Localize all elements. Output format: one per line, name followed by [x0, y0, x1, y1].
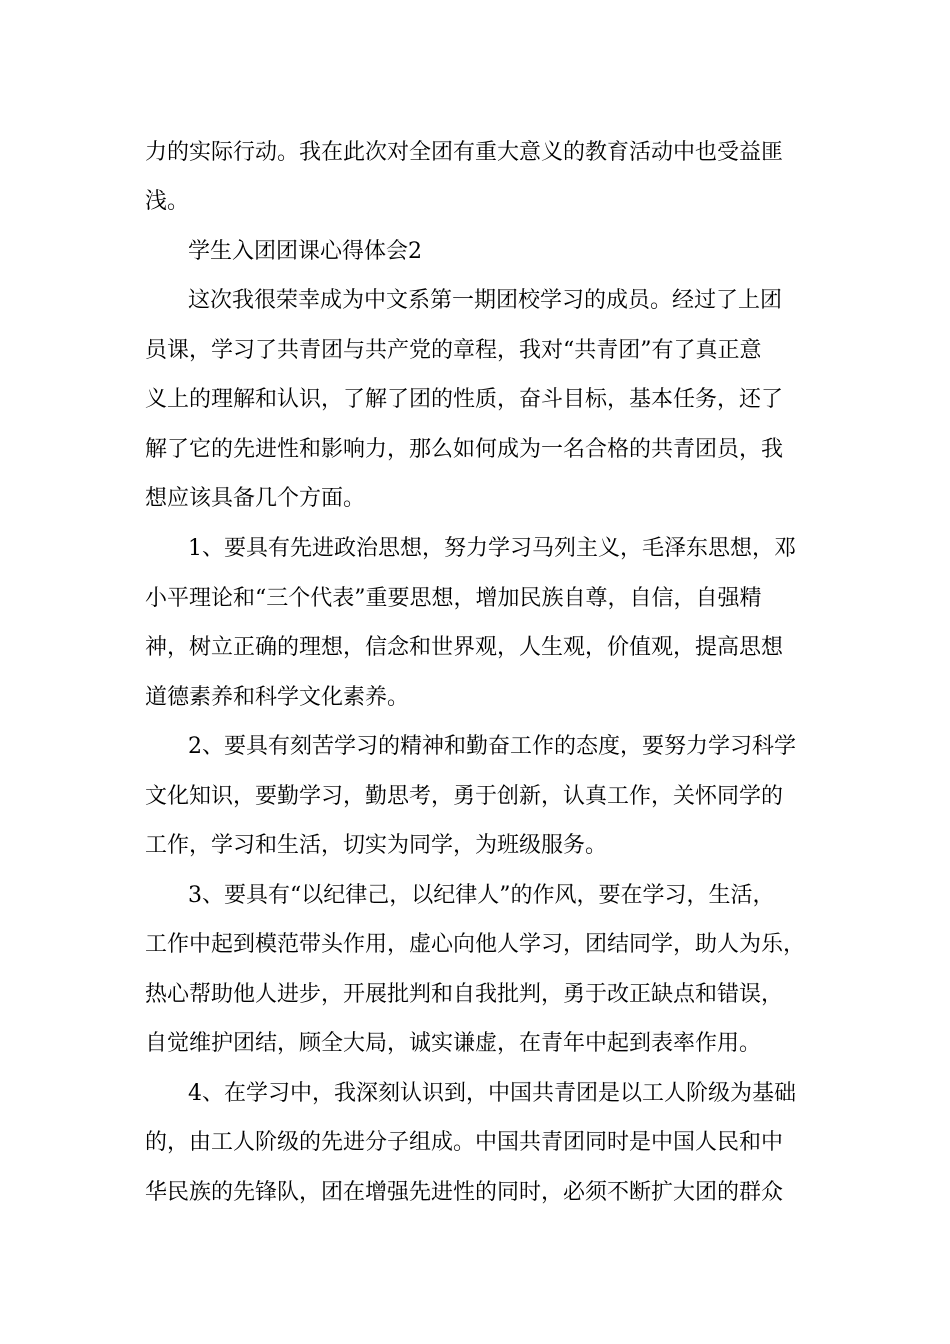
- text-line-21: 的，由工人阶级的先进分子组成。中国共青团同时是中国人民和中: [145, 1130, 784, 1155]
- text-line-17: 工作中起到模范带头作用，虚心向他人学习，团结同学，助人为乐，: [145, 932, 806, 957]
- text-line-9: 1、要具有先进政治思想，努力学习马列主义，毛泽东思想，邓: [188, 536, 796, 561]
- text-line-6: 义上的理解和认识，了解了团的性质，奋斗目标，基本任务，还了: [145, 387, 784, 412]
- section-heading: 学生入团团课心得体会2: [188, 239, 422, 264]
- text-line-22: 华民族的先锋队，团在增强先进性的同时，必须不断扩大团的群众: [145, 1180, 784, 1205]
- text-line-20: 4、在学习中，我深刻认识到，中国共青团是以工人阶级为基础: [188, 1081, 796, 1106]
- text-line-16: 3、要具有“以纪律己，以纪律人”的作风，要在学习，生活，: [188, 883, 775, 908]
- text-line-18: 热心帮助他人进步，开展批判和自我批判，勇于改正缺点和错误，: [145, 982, 784, 1007]
- text-line-5: 员课，学习了共青团与共产党的章程，我对“共青团”有了真正意: [145, 338, 762, 363]
- text-line-2: 浅。: [145, 189, 190, 214]
- text-line-14: 文化知识，要勤学习，勤思考，勇于创新，认真工作，关怀同学的: [145, 784, 784, 809]
- text-line-12: 道德素养和科学文化素养。: [145, 685, 410, 710]
- text-line-13: 2、要具有刻苦学习的精神和勤奋工作的态度，要努力学习科学: [188, 734, 796, 759]
- text-line-19: 自觉维护团结，顾全大局，诚实谦虚，在青年中起到表率作用。: [145, 1031, 762, 1056]
- text-line-7: 解了它的先进性和影响力，那么如何成为一名合格的共青团员，我: [145, 437, 784, 462]
- text-line-11: 神，树立正确的理想，信念和世界观，人生观，价值观，提高思想: [145, 635, 784, 660]
- text-line-10: 小平理论和“三个代表”重要思想，增加民族自尊，自信，自强精: [145, 586, 762, 611]
- text-line-15: 工作，学习和生活，切实为同学，为班级服务。: [145, 833, 608, 858]
- text-line-1: 力的实际行动。我在此次对全团有重大意义的教育活动中也受益匪: [145, 140, 784, 165]
- text-line-8: 想应该具备几个方面。: [145, 486, 366, 511]
- text-line-4: 这次我很荣幸成为中文系第一期团校学习的成员。经过了上团: [188, 288, 783, 313]
